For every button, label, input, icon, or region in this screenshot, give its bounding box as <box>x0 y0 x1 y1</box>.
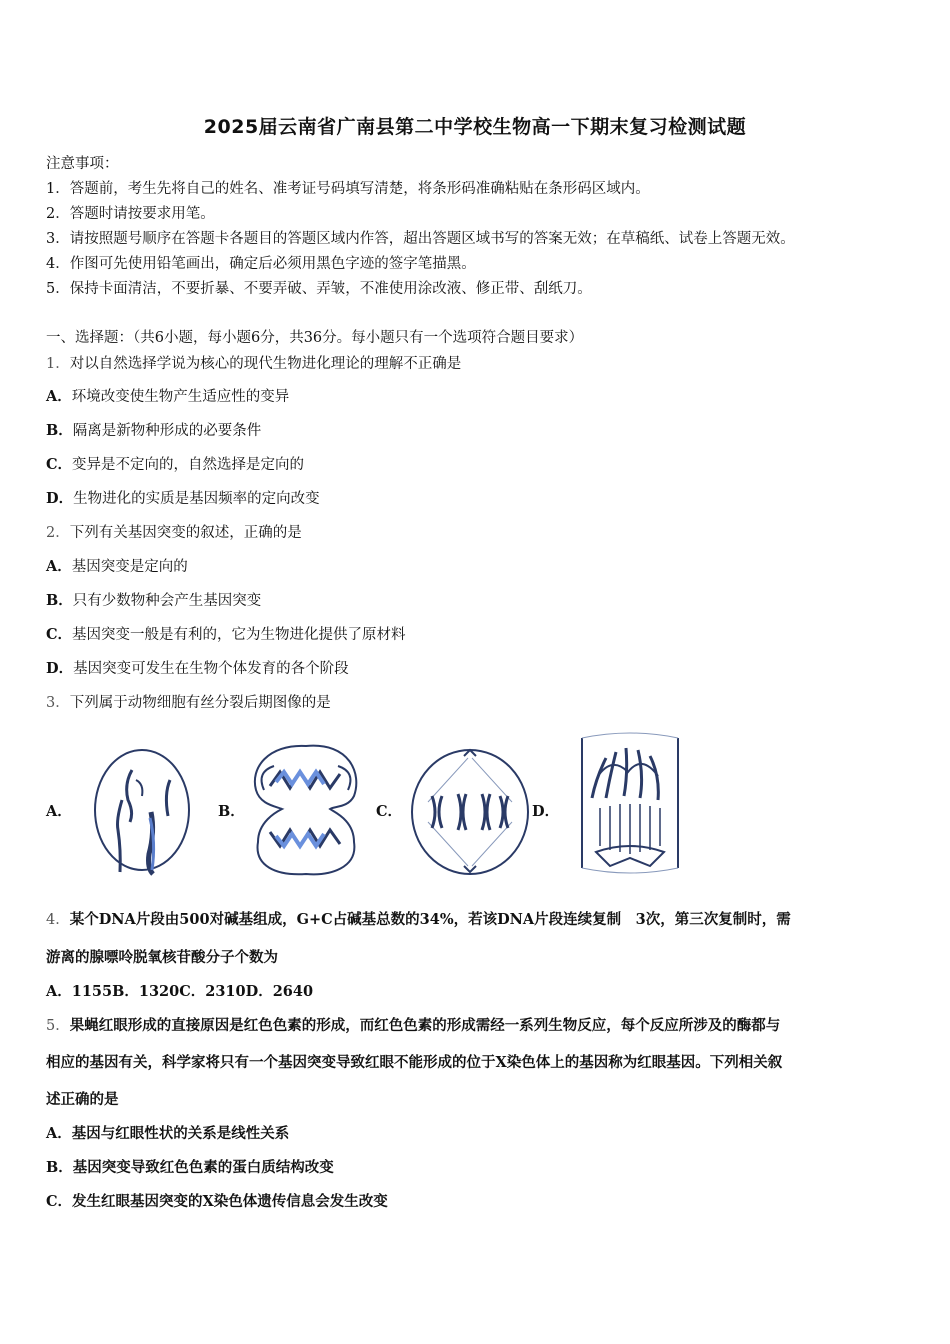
option-letter: D． <box>46 490 74 507</box>
notice-item: 5．保持卡面清洁，不要折暴、不要弄破、弄皱，不准使用涂改液、修正带、刮纸刀。 <box>46 281 592 297</box>
option-a <box>46 385 289 406</box>
option-c <box>46 1190 388 1211</box>
question-stem: 下列属于动物细胞有丝分裂后期图像的是 <box>69 695 331 711</box>
question-stem: 果蝇红眼形成的直接原因是红色色素的形成，而红色色素的形成需经一系列生物反应，每个反应所涉及的酶都与 <box>69 1017 781 1034</box>
question-stem: 某个DNA片段由500对碱基组成，G+C占碱基总数的34%，若该DNA片段连续复制 3次，第三次复制时，需 <box>69 911 791 928</box>
option-letter: C． <box>46 1193 73 1210</box>
question-5 <box>46 1014 780 1035</box>
option-text: 基因突变是定向的 <box>71 559 188 575</box>
question-5-line3: 述正确的是 <box>46 1091 119 1108</box>
question-number: 4． <box>46 912 70 928</box>
option-letter: B． <box>46 592 73 609</box>
option-letter: A． <box>46 1125 72 1142</box>
option-c <box>46 623 406 644</box>
notice-item: 1．答题前，考生先将自己的姓名、准考证号码填写清楚，将条形码准确粘贴在条形码区域内。 <box>46 181 650 197</box>
question-2 <box>46 521 302 542</box>
question-3 <box>46 691 331 712</box>
option-text: 基因突变导致红色色素的蛋白质结构改变 <box>72 1159 334 1176</box>
question-stem: 下列有关基因突变的叙述，正确的是 <box>69 525 302 541</box>
question-stem: 对以自然选择学说为核心的现代生物进化理论的理解不正确是 <box>69 356 462 372</box>
notice-item: 4．作图可先使用铅笔画出，确定后必须用黑色字迹的签字笔描黑。 <box>46 256 476 272</box>
figure-label-a: A． <box>46 803 72 820</box>
section-heading: 一、选择题：（共6小题，每小题6分，共36分。每小题只有一个选项符合题目要求） <box>46 330 584 346</box>
notice-item: 2．答题时请按要求用笔。 <box>46 206 215 222</box>
page-title: 2025届云南省广南县第二中学校生物高一下期末复习检测试题 <box>203 116 747 138</box>
option-b <box>46 419 261 440</box>
figure-label-d: D． <box>532 803 560 820</box>
option-a <box>46 1122 289 1143</box>
option-b <box>46 589 261 610</box>
option-letter: A． <box>46 388 72 405</box>
question-4 <box>46 908 791 929</box>
notice-item: 3．请按照题号顺序在答题卡各题目的答题区域内作答，超出答题区域书写的答案无效；在草稿纸、试卷上答题无效。 <box>46 231 795 247</box>
question-number: 3． <box>46 695 70 711</box>
cell-b-image <box>250 738 362 880</box>
option-text: 发生红眼基因突变的X染色体遗传信息会发生改变 <box>72 1193 388 1210</box>
option-text: 只有少数物种会产生基因突变 <box>72 593 262 609</box>
option-letter: C． <box>46 456 73 473</box>
option-b <box>46 1156 334 1177</box>
option-text: 生物进化的实质是基因频率的定向改变 <box>73 491 320 507</box>
cell-figures <box>46 728 746 888</box>
option-c <box>46 453 304 474</box>
question-4-line2: 游离的腺嘌呤脱氧核苷酸分子个数为 <box>46 949 278 966</box>
notice-heading: 注意事项： <box>46 156 119 172</box>
option-text: 基因突变一般是有利的，它为生物进化提供了原材料 <box>72 627 406 643</box>
option-letter: B． <box>46 1159 73 1176</box>
question-number: 1． <box>46 356 70 372</box>
cell-c-image <box>408 742 532 880</box>
figure-label-c: C． <box>376 803 403 820</box>
cell-d-image <box>576 728 684 878</box>
option-letter: D． <box>46 660 74 677</box>
option-letter: C． <box>46 626 73 643</box>
option-d <box>46 487 320 508</box>
question-number: 2． <box>46 525 70 541</box>
question-5-line2: 相应的基因有关，科学家将只有一个基因突变导致红眼不能形成的位于X染色体上的基因称为红眼基因。下列相关叙 <box>46 1054 783 1071</box>
option-text: 变异是不定向的，自然选择是定向的 <box>72 457 305 473</box>
option-text: 环境改变使生物产生适应性的变异 <box>71 389 290 405</box>
option-letter: A． <box>46 558 72 575</box>
figure-label-b: B． <box>218 803 245 820</box>
question-number: 5． <box>46 1018 70 1034</box>
option-letter: B． <box>46 422 73 439</box>
option-text: 基因与红眼性状的关系是线性关系 <box>71 1125 290 1142</box>
cell-a-image <box>92 740 192 878</box>
question-1 <box>46 352 461 373</box>
option-text: 基因突变可发生在生物个体发育的各个阶段 <box>73 661 349 677</box>
option-text: 隔离是新物种形成的必要条件 <box>72 423 262 439</box>
option-d <box>46 657 349 678</box>
option-a <box>46 555 188 576</box>
question-4-options: A．1155B．1320C．2310D．2640 <box>46 983 314 1000</box>
